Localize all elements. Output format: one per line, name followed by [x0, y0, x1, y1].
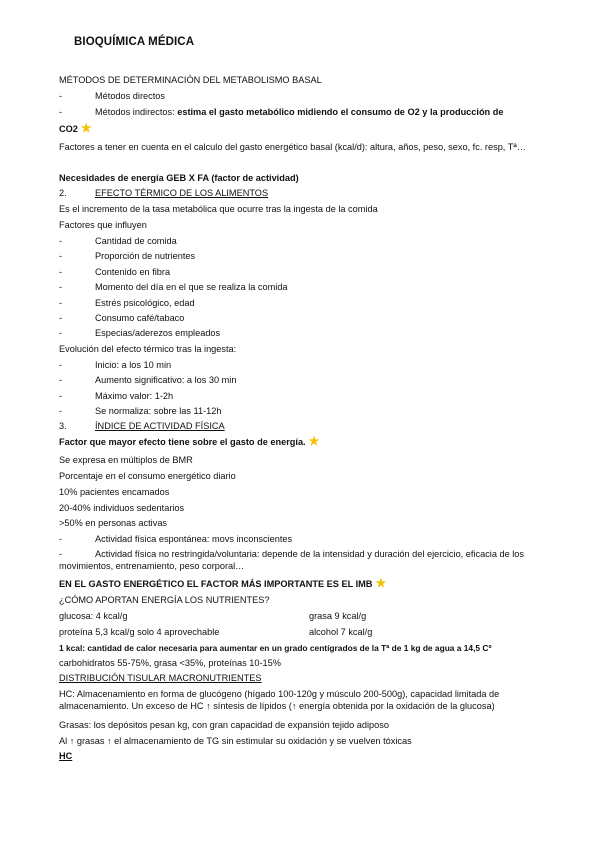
- basal-item-indirect-bold: estima el gasto metabólico midiendo el consumo de O2 y la producción de: [177, 107, 504, 117]
- actividad-p10: 10% pacientes encamados: [59, 487, 170, 497]
- termico-heading-text: EFECTO TÉRMICO DE LOS ALIMENTOS: [95, 188, 269, 198]
- dash: -: [59, 375, 63, 385]
- actividad-expresa: Se expresa en múltiplos de BMR: [59, 455, 193, 465]
- alcohol-text: alcohol 7 kcal/g: [309, 627, 373, 637]
- grasa-text: grasa 9 kcal/g: [309, 611, 367, 621]
- nutrientes-row-2: [59, 626, 373, 638]
- section-number: 2.: [59, 188, 67, 198]
- list-item: [59, 405, 221, 417]
- nutrientes-percent: carbohidratos 55-75%, grasa <35%, proteínas 10-15%: [59, 658, 281, 668]
- dash: -: [59, 236, 63, 246]
- star-icon: ★: [375, 576, 387, 590]
- dash: -: [59, 328, 63, 338]
- tisular-al: Al ↑ grasas ↑ el almacenamiento de TG sin estimular su oxidación y se vuelven tóxicas: [59, 736, 412, 746]
- dash: -: [59, 282, 63, 292]
- dash: -: [59, 251, 63, 261]
- list-item-text: Consumo café/tabaco: [95, 313, 185, 323]
- dash: -: [59, 298, 63, 308]
- termico-desc: Es el incremento de la tasa metabólica que ocurre tras la ingesta de la comida: [59, 204, 378, 214]
- list-item-text: Máximo valor: 1-2h: [95, 391, 174, 401]
- basal-heading: MÉTODOS DE DETERMINACIÓN DEL METABOLISMO BASAL: [59, 75, 322, 85]
- dash: -: [59, 360, 63, 370]
- list-item-text: Se normaliza: sobre las 11-12h: [95, 406, 222, 416]
- list-item-text: Contenido en fibra: [95, 267, 171, 277]
- list-item: [59, 281, 288, 293]
- dash: -: [59, 391, 63, 401]
- actividad-p20: 20-40% individuos sedentarios: [59, 503, 185, 513]
- glucosa-text: glucosa: 4 kcal/g: [59, 611, 128, 621]
- basal-factors: Factores a tener en cuenta en el calculo del gasto energético basal (kcal/d): altura, años, peso, sexo, fc. resp, Tª…: [59, 142, 526, 152]
- dash: -: [59, 91, 63, 101]
- basal-item-indirect-prefix: Métodos indirectos:: [95, 107, 178, 117]
- star-icon: ★: [80, 121, 92, 135]
- dash: -: [59, 406, 63, 416]
- proteina-text: proteína 5,3 kcal/g solo 4 aprovechable: [59, 627, 220, 637]
- actividad-p50: >50% en personas activas: [59, 518, 168, 528]
- dash: -: [59, 534, 63, 544]
- list-item: [59, 327, 220, 339]
- list-item-text: Actividad física espontánea: movs inconscientes: [95, 534, 293, 544]
- list-item: [59, 312, 184, 324]
- list-item: [59, 297, 195, 309]
- dash: -: [59, 549, 63, 559]
- termico-heading: [59, 187, 268, 199]
- co2-text: CO2: [59, 124, 78, 134]
- tisular-heading: DISTRIBUCIÓN TISULAR MACRONUTRIENTES: [59, 673, 262, 683]
- list-item-text: Proporción de nutrientes: [95, 251, 196, 261]
- nutrientes-kcal: 1 kcal: cantidad de calor necesaria para aumentar en un grado centígrados de la Tª de 1 kg de agua a 14,5 Cº: [59, 643, 492, 653]
- nutrientes-row-1: [59, 610, 367, 622]
- list-item: [59, 548, 543, 572]
- basal-item-indirect: [59, 106, 503, 118]
- list-item: [59, 359, 171, 371]
- list-item-text: Estrés psicológico, edad: [95, 298, 195, 308]
- actividad-factor: [59, 436, 319, 448]
- list-item: [59, 390, 173, 402]
- list-item-text: Cantidad de comida: [95, 236, 177, 246]
- tisular-grasas: Grasas: los depósitos pesan kg, con gran capacidad de expansión tejido adiposo: [59, 720, 389, 730]
- tisular-hc: HC: Almacenamiento en forma de glucógeno (hígado 100-120g y músculo 200-500g), capacidad limitada de almacenamiento. Un exceso de HC ↑ síntesis de lípidos (↑ energía obtenida por la oxidación de la glucosa): [59, 689, 500, 711]
- list-item: [59, 374, 236, 386]
- actividad-porcentaje: Porcentaje en el consumo energético diario: [59, 471, 236, 481]
- list-item: [59, 533, 292, 545]
- termico-evolution-label: Evolución del efecto térmico tras la ingesta:: [59, 344, 237, 354]
- actividad-imb-text: EN EL GASTO ENERGÉTICO EL FACTOR MÁS IMPORTANTE ES EL IMB: [59, 579, 373, 589]
- list-item-text: Momento del día en el que se realiza la comida: [95, 282, 288, 292]
- list-item: [59, 235, 177, 247]
- basal-item-indirect-cont: [59, 123, 92, 135]
- list-item: [59, 266, 170, 278]
- dash: -: [59, 107, 63, 117]
- list-item-text: Inicio: a los 10 min: [95, 360, 172, 370]
- basal-needs: Necesidades de energía GEB X FA (factor de actividad): [59, 173, 299, 183]
- actividad-imb: [59, 578, 386, 590]
- termico-factors-label: Factores que influyen: [59, 220, 147, 230]
- actividad-heading-text: ÍNDICE DE ACTIVIDAD FÍSICA: [95, 421, 225, 431]
- dash: -: [59, 267, 63, 277]
- tisular-hc-heading: HC: [59, 751, 73, 761]
- basal-item-direct: [59, 90, 165, 102]
- list-item-text: Aumento significativo: a los 30 min: [95, 375, 237, 385]
- document-title: BIOQUÍMICA MÉDICA: [74, 36, 195, 48]
- section-number: 3.: [59, 421, 67, 431]
- star-icon: ★: [308, 434, 320, 448]
- nutrientes-question: ¿CÓMO APORTAN ENERGÍA LOS NUTRIENTES?: [59, 595, 270, 605]
- basal-item-direct-text: Métodos directos: [95, 91, 165, 101]
- list-item-text: Especias/aderezos empleados: [95, 328, 221, 338]
- actividad-factor-text: Factor que mayor efecto tiene sobre el gasto de energía.: [59, 437, 306, 447]
- list-item-text: Actividad física no restringida/voluntaria: depende de la intensidad y duración del ejercicio, eficacia de los movimientos, entrenamiento, peso corporal…: [59, 549, 525, 571]
- actividad-heading: [59, 420, 225, 432]
- list-item: [59, 250, 195, 262]
- dash: -: [59, 313, 63, 323]
